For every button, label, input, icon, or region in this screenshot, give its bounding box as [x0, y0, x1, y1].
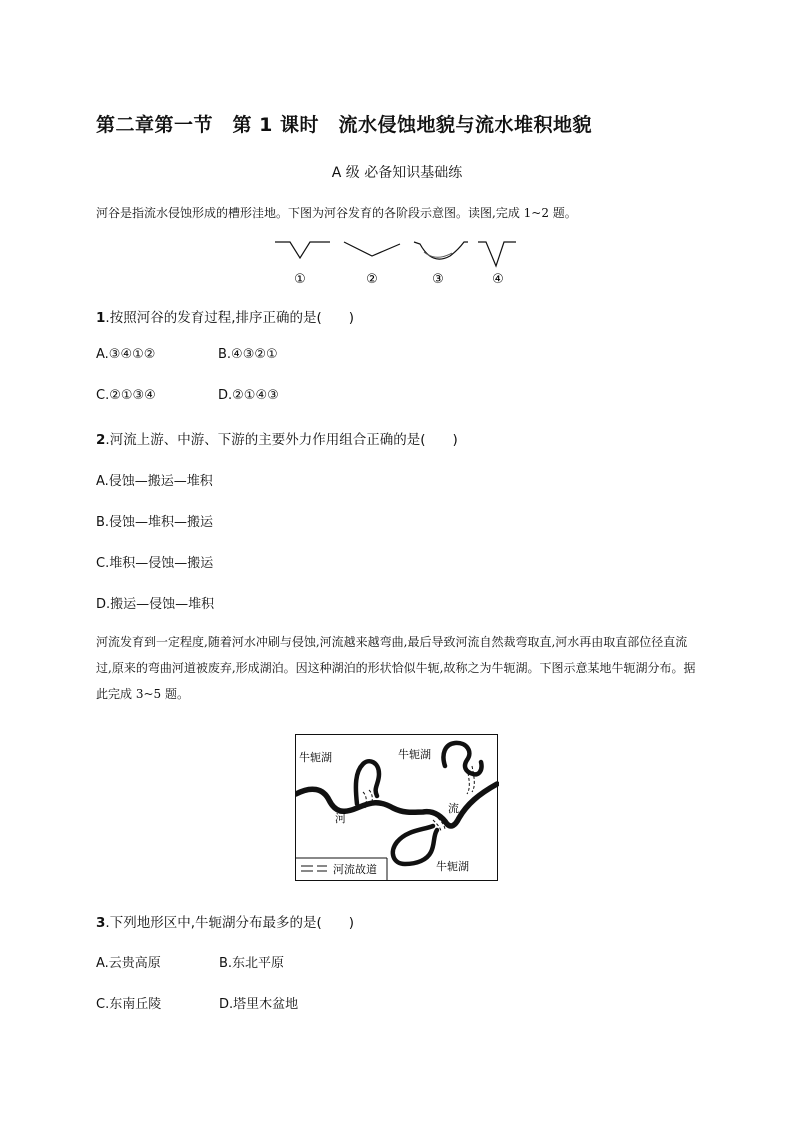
- q3-option-b[interactable]: B.东北平原: [219, 956, 285, 971]
- q2-option-c[interactable]: C.堆积—侵蚀—搬运: [96, 556, 214, 571]
- lake-label-1: 牛轭湖: [299, 751, 332, 764]
- question-1: 1.按照河谷的发育过程,排序正确的是( ): [96, 310, 355, 326]
- q1-option-b[interactable]: B.④③②①: [218, 347, 278, 362]
- oxbow-lake-map: [295, 734, 499, 882]
- page-title: 第二章第一节 第 1 课时 流水侵蚀地貌与流水堆积地貌: [96, 114, 592, 136]
- intro-text-2: 河流发育到一定程度,随着河水冲刷与侵蚀,河流越来越弯曲,最后导致河流自然裁弯取直,河水再由取直部位径直流过,原来的弯曲河道被废弃,形成湖泊。因这种湖泊的形状恰似牛轭,故称之为牛轭湖。下图示意某地牛轭湖分布。据此完成 3~5 题。: [96, 635, 696, 701]
- river-char-1: 河: [335, 812, 346, 825]
- q1-option-a[interactable]: A.③④①②: [96, 347, 156, 362]
- valley-stages-diagram: [270, 236, 530, 288]
- q2-option-d[interactable]: D.搬运—侵蚀—堆积: [96, 597, 215, 612]
- valley-label-3: ③: [432, 272, 444, 287]
- q3-option-c[interactable]: C.东南丘陵: [96, 997, 162, 1012]
- valley-label-4: ④: [492, 272, 504, 287]
- lake-label-3: 牛轭湖: [436, 860, 469, 873]
- river-char-2: 流: [448, 802, 459, 815]
- q1-option-d[interactable]: D.②①④③: [218, 388, 279, 403]
- q3-option-d[interactable]: D.塔里木盆地: [219, 997, 299, 1012]
- q1-option-c[interactable]: C.②①③④: [96, 388, 156, 403]
- section-subtitle: A 级 必备知识基础练: [331, 165, 463, 181]
- lake-label-2: 牛轭湖: [398, 748, 431, 761]
- valley-stage-2-profile: [344, 242, 400, 256]
- q2-option-b[interactable]: B.侵蚀—堆积—搬运: [96, 515, 214, 530]
- valley-label-2: ②: [366, 272, 378, 287]
- valley-stage-1-profile: [275, 242, 330, 258]
- q2-option-a[interactable]: A.侵蚀—搬运—堆积: [96, 474, 213, 489]
- valley-stage-4-profile: [478, 242, 516, 266]
- question-2: 2.河流上游、中游、下游的主要外力作用组合正确的是( ): [96, 432, 458, 448]
- q3-option-a[interactable]: A.云贵高原: [96, 956, 161, 971]
- question-3: 3.下列地形区中,牛轭湖分布最多的是( ): [96, 915, 355, 931]
- valley-label-1: ①: [294, 272, 306, 287]
- intro-text-1: 河谷是指流水侵蚀形成的槽形洼地。下图为河谷发育的各阶段示意图。读图,完成 1~2 题。: [96, 206, 577, 220]
- legend-label: 河流故道: [333, 863, 377, 876]
